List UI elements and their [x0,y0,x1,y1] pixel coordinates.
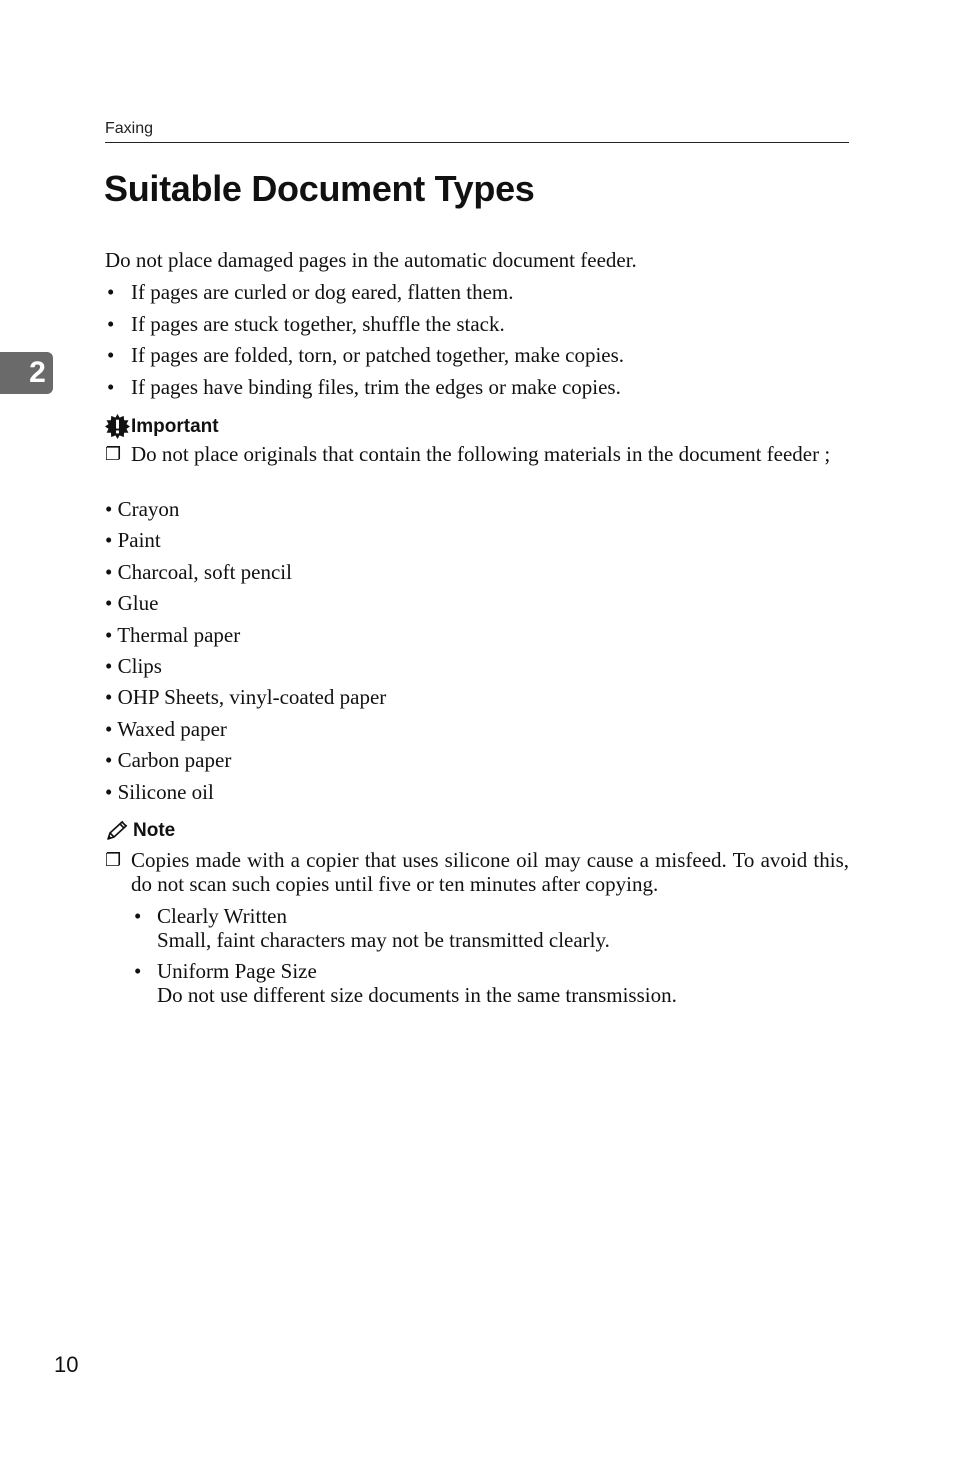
materials-list [105,497,386,811]
list-item: • Charcoal, soft pencil [105,559,292,584]
important-heading-label: Important [131,415,219,437]
list-item [131,904,849,952]
note-heading [105,820,175,842]
list-item: • Crayon [105,497,180,521]
list-item: • Paint [105,528,161,553]
bullet-icon: • [134,959,142,983]
checkbox-icon: ❐ [105,444,122,465]
bullet-icon: • [107,311,115,336]
intro-bullet-list [105,280,624,406]
page-number: 10 [54,1352,79,1377]
note-heading-label: Note [133,820,176,841]
list-item: • Carbon paper [105,748,232,773]
list-item: • Thermal paper [105,622,241,647]
list-item: • Silicone oil [105,779,214,804]
page-title: Suitable Document Types [104,168,535,209]
important-icon [105,414,130,439]
list-item-text: If pages have binding files, trim the edges or make copies. [131,374,621,399]
list-item-text: If pages are stuck together, shuffle the stack. [131,311,505,336]
tip-description: Small, faint characters may not be transmitted clearly. [157,928,610,952]
list-item-text: If pages are curled or dog eared, flatten them. [131,280,514,304]
list-item: • OHP Sheets, vinyl-coated paper [105,685,387,710]
header-rule [105,142,849,143]
list-item: • Glue [105,591,159,616]
intro-paragraph: Do not place damaged pages in the automatic document feeder. [105,248,637,272]
tip-description: Do not use different size documents in the same transmission. [157,983,677,1007]
list-item [105,280,624,312]
bullet-icon: • [107,280,115,304]
bullet-icon: • [107,343,115,367]
list-item [105,375,624,407]
tip-title: Clearly Written [157,904,287,928]
pencil-icon [105,820,129,842]
checkbox-icon: ❐ [105,850,122,871]
list-item [131,959,849,1007]
list-item: • Waxed paper [105,716,227,741]
chapter-tab: 2 [0,352,53,394]
running-header: Faxing [105,120,154,137]
bullet-icon: • [134,904,142,928]
note-text: Copies made with a copier that uses silicone oil may cause a misfeed. To avoid this, do not scan such copies until five or ten minutes after copying. [131,848,849,896]
list-item: • Clips [105,653,162,678]
list-item-text: If pages are folded, torn, or patched together, make copies. [131,343,625,367]
note-paragraph [105,848,849,896]
important-paragraph [105,442,849,466]
tip-title: Uniform Page Size [157,959,317,983]
important-heading [105,414,219,439]
important-text: Do not place originals that contain the following materials in the document feeder ; [131,442,831,466]
list-item [105,343,624,375]
bullet-icon: • [107,374,115,399]
list-item [105,312,624,344]
tips-list [131,904,849,1014]
